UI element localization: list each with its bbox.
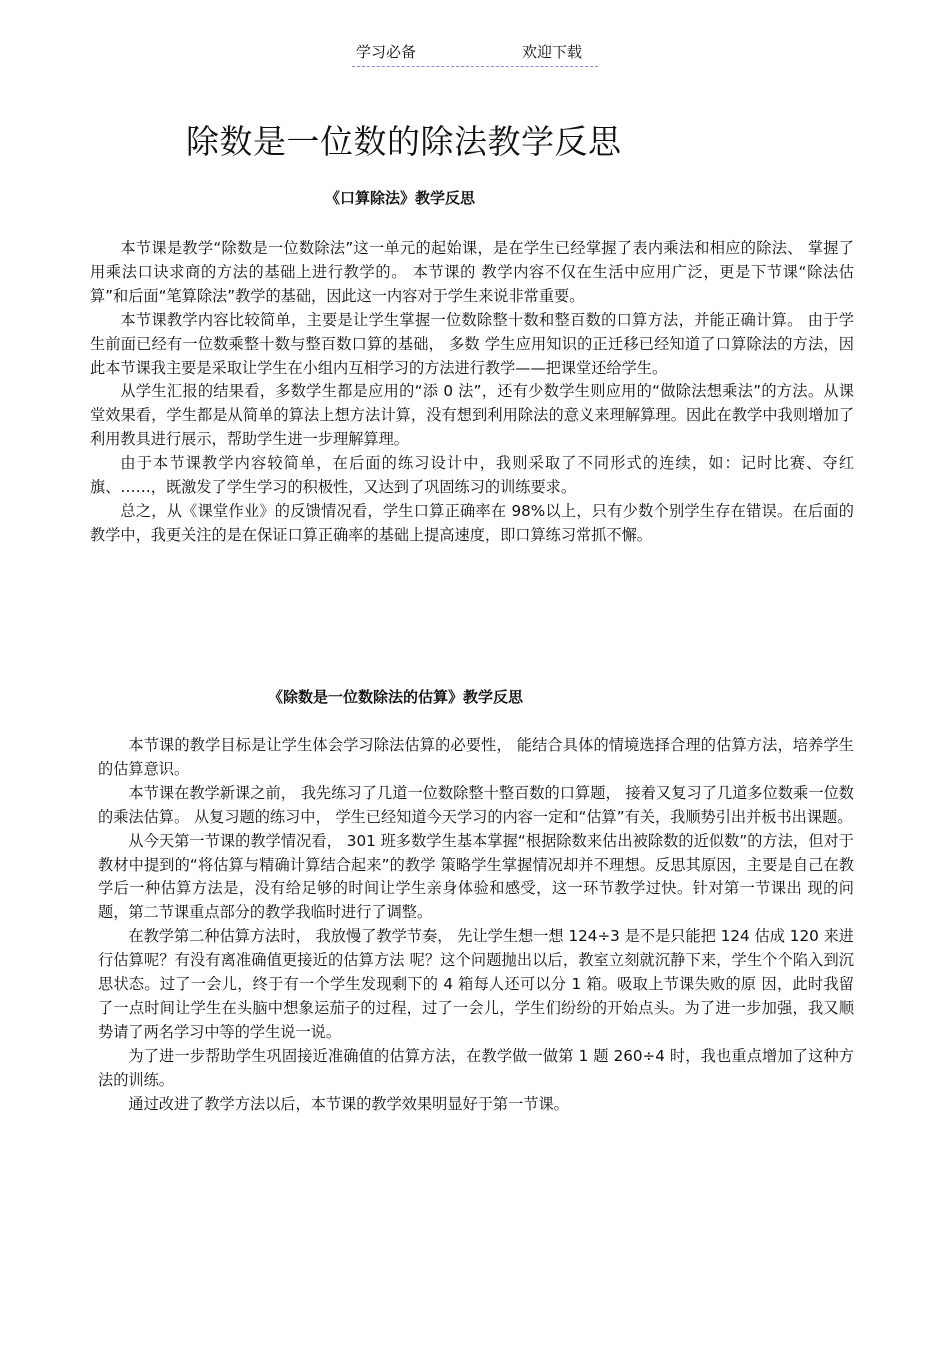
section2-title: 《除数是一位数除法的估算》教学反思 — [268, 688, 524, 706]
header-right-text: 欢迎下载 — [522, 43, 583, 61]
section2-paragraph: 从今天第一节课的教学情况看， 301 班多数学生基本掌握“根据除数来估出被除数的近似数”的方法，但对于教材中提到的“将估算与精确计算结合起来”的教学 策略学生掌握情况却并不理想。反思其原因，主要是自己在教学后一种估算方法是，没有给足够的时间让学生亲身体验和感受，这一环节教学过快。针对第一节课出 现的问题，第二节课重点部分的教学我临时进行了调整。 — [98, 831, 854, 922]
section2-paragraph: 本节课在教学新课之前， 我先练习了几道一位数除整十整百数的口算题， 接着又复习了几道多位数乘一位数的乘法估算。 从复习题的练习中， 学生已经知道今天学习的内容一定和“估算”有关，我顺势引出并板书出课题。 — [98, 783, 854, 826]
page-header — [352, 42, 598, 67]
section2-paragraph: 为了进一步帮助学生巩固接近准确值的估算方法，在教学做一做第 1 题 260÷4 时，我也重点增加了这种方法的训练。 — [98, 1046, 854, 1089]
section2-body — [98, 734, 854, 1117]
document-title: 除数是一位数的除法教学反思 — [186, 122, 622, 161]
section2-paragraph: 通过改进了教学方法以后，本节课的教学效果明显好于第一节课。 — [128, 1094, 569, 1113]
section1-paragraph: 从学生汇报的结果看，多数学生都是应用的“添 0 法”，还有少数学生则应用的“做除法想乘法”的方法。从课堂效果看，学生都是从简单的算法上想方法计算，没有想到利用除法的意义来理解算理。因此在教学中我则增加了利用教具进行展示，帮助学生进一步理解算理。 — [90, 382, 854, 449]
section1-body — [90, 237, 854, 548]
section1-paragraph: 本节课教学内容比较简单，主要是让学生掌握一位数除整十数和整百数的口算方法，并能正确计算。 由于学生前面已经有一位数乘整十数与整百数口算的基础， 多数 学生应用知识的正迁移已经知道了口算除法的方法，因此本节课我主要是采取让学生在小组内互相学习的方法进行教学——把课堂还给学生。 — [90, 310, 854, 377]
section1-paragraph: 由于本节课教学内容较简单，在后面的练习设计中，我则采取了不同形式的连续，如：记时比赛、夺红旗、……，既激发了学生学习的积极性，又达到了巩固练习的训练要求。 — [90, 454, 854, 497]
section2-paragraph: 在教学第二种估算方法时， 我放慢了教学节奏， 先让学生想一想 124÷3 是不是只能把 124 估成 120 来进行估算呢？有没有离准确值更接近的估算方法 呢？这个问题抛出以后，教室立刻就沉静下来，学生个个陷入到沉思状态。过了一会儿，终于有一个学生发现剩下的 4 箱每人还可以分 1 箱。吸取上节课失败的原 因，此时我留了一点时间让学生在头脑中想象运茄子的过程，过了一会儿，学生们纷纷的开始点头。为了进一步加强，我又顺势请了两名学习中等的学生说一说。 — [98, 927, 854, 1041]
section1-title: 《口算除法》教学反思 — [325, 189, 476, 207]
section2-paragraph: 本节课的教学目标是让学生体会学习除法估算的必要性， 能结合具体的情境选择合理的估算方法，培养学生的估算意识。 — [98, 736, 854, 778]
header-left-text: 学习必备 — [356, 43, 417, 61]
section1-paragraph: 本节课是教学“除数是一位数除法”这一单元的起始课，是在学生已经掌握了表内乘法和相应的除法、 掌握了用乘法口诀求商的方法的基础上进行教学的。 本节课的 教学内容不仅在生活中应用广泛，更是下节课“除法估算”和后面“笔算除法”教学的基础，因此这一内容对于学生来说非常重要。 — [90, 239, 854, 305]
section1-paragraph: 总之，从《课堂作业》的反馈情况看，学生口算正确率在 98%以上，只有少数个别学生存在错误。在后面的教学中，我更关注的是在保证口算正确率的基础上提高速度，即口算练习常抓不懈。 — [90, 501, 854, 544]
